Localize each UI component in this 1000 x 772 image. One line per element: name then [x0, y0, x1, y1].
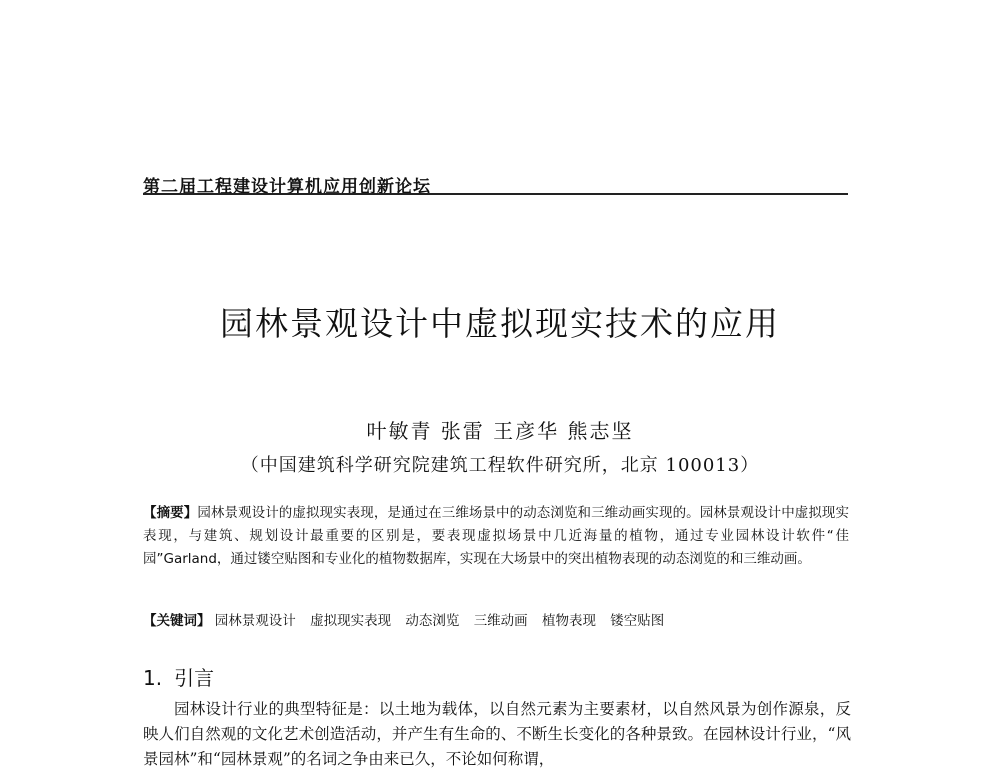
keyword: 植物表现 — [541, 613, 596, 629]
keyword: 园林景观设计 — [214, 613, 296, 629]
affiliation: （中国建筑科学研究院建筑工程软件研究所，北京 100013） — [240, 455, 760, 476]
abstract-text: 园林景观设计的虚拟现实表现，是通过在三维场景中的动态浏览和三维动画实现的。园林景观设计中虚拟现实表现，与建筑、规划设计最重要的区别是，要表现虚拟场景中几近海量的植物，通过专业园林设计软件“佳园”Garland，通过镂空贴图和专业化的植物数据库，实现在大场景中的突出植物表现的动态浏览的和三维动画。 — [143, 505, 850, 567]
header-rule — [143, 193, 848, 195]
author-list: 叶敏青 张雷 王彦华 熊志坚 — [366, 419, 634, 443]
section-title: 引言 — [174, 666, 215, 690]
abstract-label: 【摘要】 — [143, 505, 198, 521]
keyword: 虚拟现实表现 — [310, 613, 392, 629]
paper-title: 园林景观设计中虚拟现实技术的应用 — [220, 304, 780, 343]
keywords-label: 【关键词】 — [143, 613, 211, 629]
keyword: 镂空贴图 — [610, 613, 665, 629]
section-body: 园林设计行业的典型特征是：以土地为载体，以自然元素为主要素材，以自然风景为创作源泉，反映人们自然观的文化艺术创造活动，并产生有生命的、不断生长变化的各种景致。在园林设计行业，“风景园林”和“园林景观”的名词之争由来已久，不论如何称谓， — [143, 700, 851, 768]
abstract — [143, 502, 849, 571]
section-number: 1. — [143, 666, 163, 690]
keywords — [143, 610, 849, 633]
keyword: 三维动画 — [473, 613, 528, 629]
keyword: 动态浏览 — [405, 613, 460, 629]
section-heading — [143, 662, 214, 691]
running-head: 第二届工程建设计算机应用创新论坛 — [143, 177, 431, 197]
